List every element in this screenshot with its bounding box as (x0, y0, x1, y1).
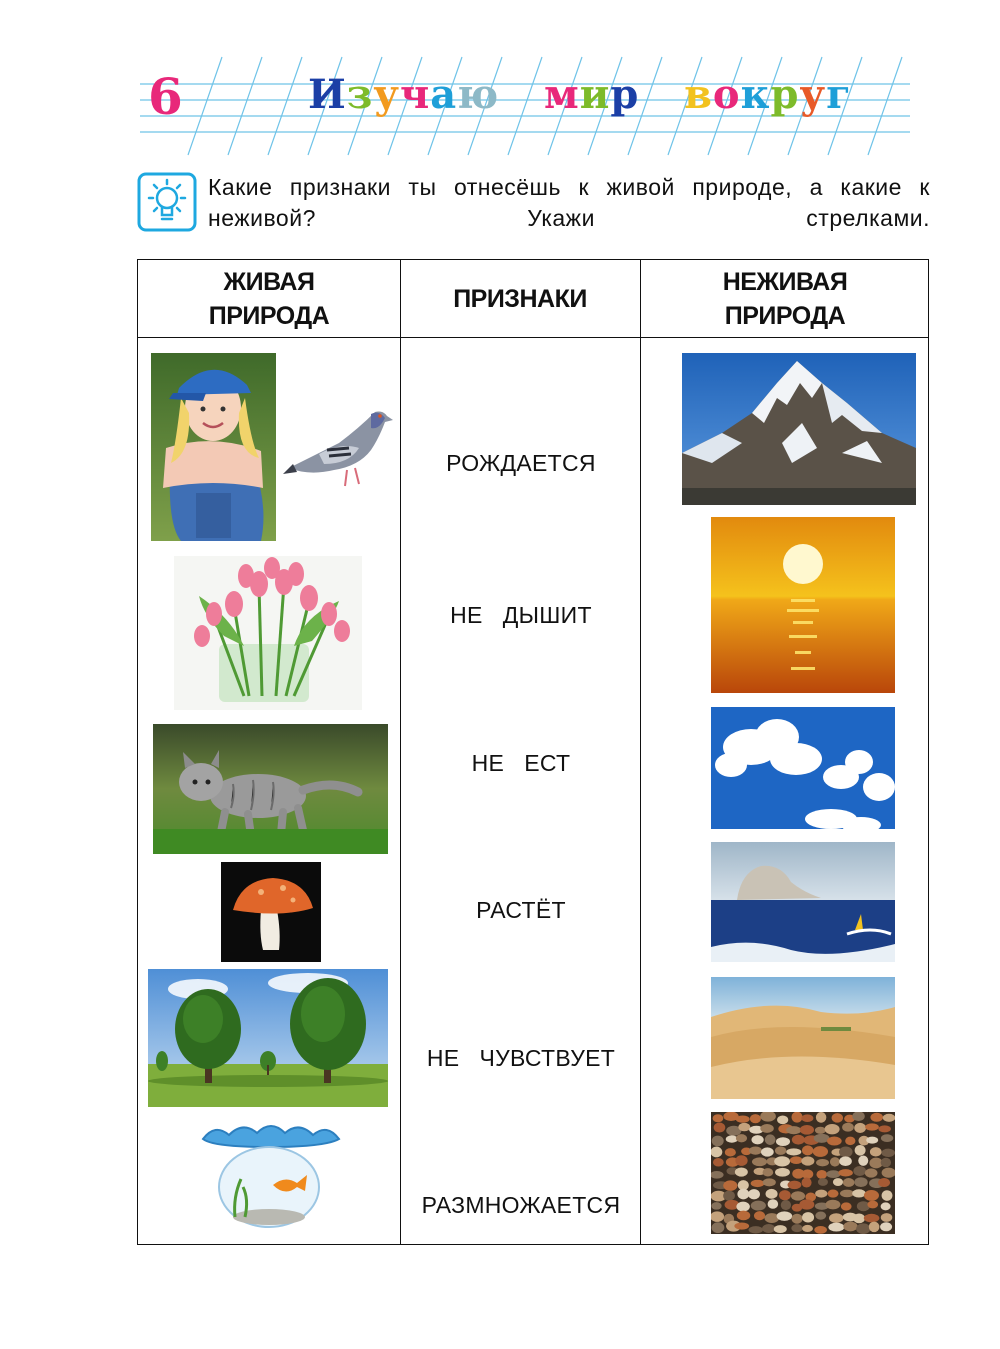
task-text: Какие признаки ты отнесёшь к живой природе, а какие к неживой? Укажи стрелками. (208, 174, 930, 231)
sign-born[interactable]: РОЖДАЕТСЯ (446, 450, 596, 476)
title-letter: у (799, 71, 827, 118)
header-signs: ПРИЗНАКИ (453, 284, 587, 313)
trees-picture[interactable] (148, 969, 388, 1107)
title-letter: о (712, 71, 741, 118)
title-letter: И (308, 71, 347, 118)
sunset-picture[interactable] (711, 517, 895, 693)
sign-not-breathe[interactable]: НЕ ДЫШИТ (450, 602, 592, 628)
light-bulb-icon (137, 172, 197, 232)
title-letter: ю (457, 71, 500, 118)
mountain-picture[interactable] (682, 353, 916, 505)
sign-reproduces[interactable]: РАЗМНОЖАЕТСЯ (421, 1192, 621, 1218)
title-letter: и (579, 71, 611, 118)
aquarium-fish-picture[interactable] (185, 1117, 353, 1235)
desert-picture[interactable] (711, 977, 895, 1099)
title-letter (499, 71, 544, 118)
sign-not-eat[interactable]: НЕ ЕСТ (471, 750, 571, 776)
sign-grows[interactable]: РАСТЁТ (476, 897, 566, 923)
kitten-picture[interactable] (153, 724, 388, 854)
title-letter: г (826, 71, 852, 118)
classification-table (137, 259, 929, 1245)
girl-picture[interactable] (151, 353, 276, 541)
title-letter: р (610, 71, 640, 118)
title-letter: м (543, 71, 580, 118)
page-title (308, 71, 852, 118)
title-letter: р (770, 71, 800, 118)
header-living-nature: ЖИВАЯ ПРИРОДА (208, 267, 330, 330)
header-nonliving-nature: НЕЖИВАЯ ПРИРОДА (722, 267, 848, 330)
sign-not-feel[interactable]: НЕ ЧУВСТВУЕТ (426, 1045, 616, 1071)
title-letter (639, 71, 684, 118)
title-letter: а (430, 71, 458, 118)
header-divider (138, 337, 928, 338)
title-letter: в (684, 71, 713, 118)
pigeon-picture[interactable] (279, 398, 397, 494)
pebbles-picture[interactable] (711, 1112, 895, 1234)
task-block (137, 172, 932, 236)
page-header (140, 55, 910, 160)
sea-rock-picture[interactable] (711, 842, 895, 962)
mushroom-picture[interactable] (221, 862, 321, 962)
title-letter: к (740, 71, 771, 118)
tulips-picture[interactable] (174, 556, 362, 710)
title-letter: ч (399, 71, 431, 118)
clouds-picture[interactable] (711, 707, 895, 829)
page-number: 6 (148, 67, 183, 126)
title-letter: у (373, 71, 400, 118)
title-letter: з (346, 71, 374, 118)
